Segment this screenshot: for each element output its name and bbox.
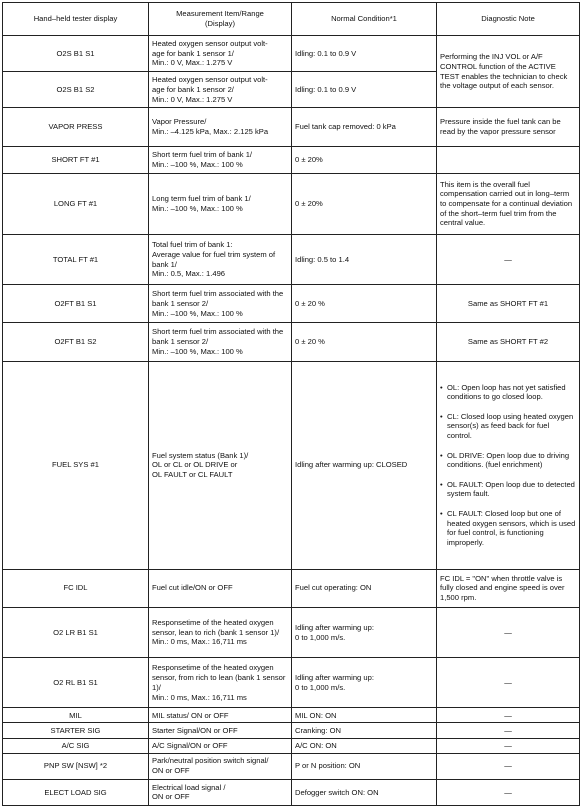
row-note: — xyxy=(437,723,580,738)
row-range: Long term fuel trim of bank 1/ Min.: –100 %, Max.: 100 % xyxy=(149,173,292,234)
row-display: PNP SW [NSW] *2 xyxy=(3,753,149,779)
table-row xyxy=(3,779,580,805)
row-display: LONG FT #1 xyxy=(3,173,149,234)
table-row xyxy=(3,285,580,323)
row-range: Electrical load signal / ON or OFF xyxy=(149,779,292,805)
row-note: — xyxy=(437,234,580,284)
row-range: Short term fuel trim associated with the bank 1 sensor 2/ Min.: –100 %, Max.: 100 % xyxy=(149,285,292,323)
row-note: — xyxy=(437,753,580,779)
row-note: — xyxy=(437,779,580,805)
list-item: • OL DRIVE: Open loop due to driving conditions. (fuel enrichment) xyxy=(447,451,576,470)
table-row xyxy=(3,323,580,361)
fuel-sys-note-list xyxy=(440,373,576,558)
row-normal: A/C ON: ON xyxy=(292,738,437,753)
row-display: O2FT B1 S2 xyxy=(3,323,149,361)
row-note: — xyxy=(437,658,580,708)
list-item: • OL: Open loop has not yet satisfied conditions to go closed loop. xyxy=(447,383,576,402)
row-normal: Fuel cut operating: ON xyxy=(292,569,437,607)
row-display: O2 RL B1 S1 xyxy=(3,658,149,708)
row-normal: Idling: 0.5 to 1.4 xyxy=(292,234,437,284)
row-note: Same as SHORT FT #1 xyxy=(437,285,580,323)
row-range: Fuel system status (Bank 1)/ OL or CL or OL DRIVE or OL FAULT or CL FAULT xyxy=(149,361,292,569)
header-note: Diagnostic Note xyxy=(437,3,580,36)
row-normal: Defogger switch ON: ON xyxy=(292,779,437,805)
row-normal: 0 ± 20% xyxy=(292,146,437,173)
row-range: Fuel cut idle/ON or OFF xyxy=(149,569,292,607)
row-display: VAPOR PRESS xyxy=(3,108,149,146)
list-item: • OL FAULT: Open loop due to detected system fault. xyxy=(447,480,576,499)
table-row xyxy=(3,738,580,753)
row-display: ELECT LOAD SIG xyxy=(3,779,149,805)
row-range: Starter Signal/ON or OFF xyxy=(149,723,292,738)
row-display: A/C SIG xyxy=(3,738,149,753)
row-display: MIL xyxy=(3,708,149,723)
row-display: SHORT FT #1 xyxy=(3,146,149,173)
row-range: A/C Signal/ON or OFF xyxy=(149,738,292,753)
table-row xyxy=(3,146,580,173)
row-range: Heated oxygen sensor output volt- age for bank 1 sensor 1/ Min.: 0 V, Max.: 1.275 V xyxy=(149,36,292,72)
row-display: O2 LR B1 S1 xyxy=(3,607,149,657)
row-normal: 0 ± 20 % xyxy=(292,285,437,323)
row-display: O2S B1 S2 xyxy=(3,72,149,108)
table-row xyxy=(3,723,580,738)
row-normal: Idling: 0.1 to 0.9 V xyxy=(292,36,437,72)
row-note: — xyxy=(437,607,580,657)
row-normal: Idling after warming up: 0 to 1,000 m/s. xyxy=(292,658,437,708)
row-normal: Fuel tank cap removed: 0 kPa xyxy=(292,108,437,146)
row-range: Total fuel trim of bank 1: Average value for fuel trim system of bank 1/ Min.: 0.5, Max.: 1.496 xyxy=(149,234,292,284)
row-note: Performing the INJ VOL or A/F CONTROL function of the ACTIVE TEST enables the technician to check the voltage output of each sensor. xyxy=(437,36,580,108)
row-note: Pressure inside the fuel tank can be read by the vapor pressure sensor xyxy=(437,108,580,146)
list-item: • CL FAULT: Closed loop but one of heated oxygen sensors, which is used for fuel control, is functioning improperly. xyxy=(447,509,576,548)
row-range: Park/neutral position switch signal/ ON or OFF xyxy=(149,753,292,779)
row-normal: Idling: 0.1 to 0.9 V xyxy=(292,72,437,108)
table-row xyxy=(3,753,580,779)
row-normal: Cranking: ON xyxy=(292,723,437,738)
row-normal: 0 ± 20 % xyxy=(292,323,437,361)
row-display: O2FT B1 S1 xyxy=(3,285,149,323)
table-row xyxy=(3,173,580,234)
row-normal: P or N position: ON xyxy=(292,753,437,779)
row-note: FC IDL = "ON" when throttle valve is fully closed and engine speed is over 1,500 rpm. xyxy=(437,569,580,607)
row-range: Short term fuel trim associated with the bank 1 sensor 2/ Min.: –100 %, Max.: 100 % xyxy=(149,323,292,361)
row-normal: 0 ± 20% xyxy=(292,173,437,234)
table-row xyxy=(3,36,580,72)
header-normal: Normal Condition*1 xyxy=(292,3,437,36)
row-range: Short term fuel trim of bank 1/ Min.: –100 %, Max.: 100 % xyxy=(149,146,292,173)
row-range: MIL status/ ON or OFF xyxy=(149,708,292,723)
table-row xyxy=(3,708,580,723)
row-display: FC IDL xyxy=(3,569,149,607)
row-display: O2S B1 S1 xyxy=(3,36,149,72)
table-header-row xyxy=(3,3,580,36)
row-normal: Idling after warming up: CLOSED xyxy=(292,361,437,569)
row-range: Responsetime of the heated oxygen sensor, lean to rich (bank 1 sensor 1)/ Min.: 0 ms, Max.: 16,711 ms xyxy=(149,607,292,657)
table-row xyxy=(3,234,580,284)
header-display: Hand–held tester display xyxy=(3,3,149,36)
row-note: — xyxy=(437,708,580,723)
row-display: FUEL SYS #1 xyxy=(3,361,149,569)
row-note xyxy=(437,146,580,173)
row-note: This item is the overall fuel compensation carried out in long–term to compensate for a continual deviation of the short–term fuel trim from the central value. xyxy=(437,173,580,234)
row-normal: MIL ON: ON xyxy=(292,708,437,723)
table-row xyxy=(3,658,580,708)
row-note xyxy=(437,361,580,569)
row-range: Vapor Pressure/ Min.: –4.125 kPa, Max.: 2.125 kPa xyxy=(149,108,292,146)
row-normal: Idling after warming up: 0 to 1,000 m/s. xyxy=(292,607,437,657)
row-range: Responsetime of the heated oxygen sensor, from rich to lean (bank 1 sensor 1)/ Min.: 0 ms, Max.: 16,711 ms xyxy=(149,658,292,708)
row-range: Heated oxygen sensor output volt- age for bank 1 sensor 2/ Min.: 0 V, Max.: 1.275 V xyxy=(149,72,292,108)
table-row xyxy=(3,108,580,146)
table-row xyxy=(3,361,580,569)
row-display: TOTAL FT #1 xyxy=(3,234,149,284)
table-row xyxy=(3,607,580,657)
diagnostic-data-table xyxy=(2,2,580,806)
list-item: • CL: Closed loop using heated oxygen sensor(s) as feed back for fuel control. xyxy=(447,412,576,441)
table-row xyxy=(3,569,580,607)
row-note: — xyxy=(437,738,580,753)
header-range: Measurement Item/Range (Display) xyxy=(149,3,292,36)
row-display: STARTER SIG xyxy=(3,723,149,738)
row-note: Same as SHORT FT #2 xyxy=(437,323,580,361)
